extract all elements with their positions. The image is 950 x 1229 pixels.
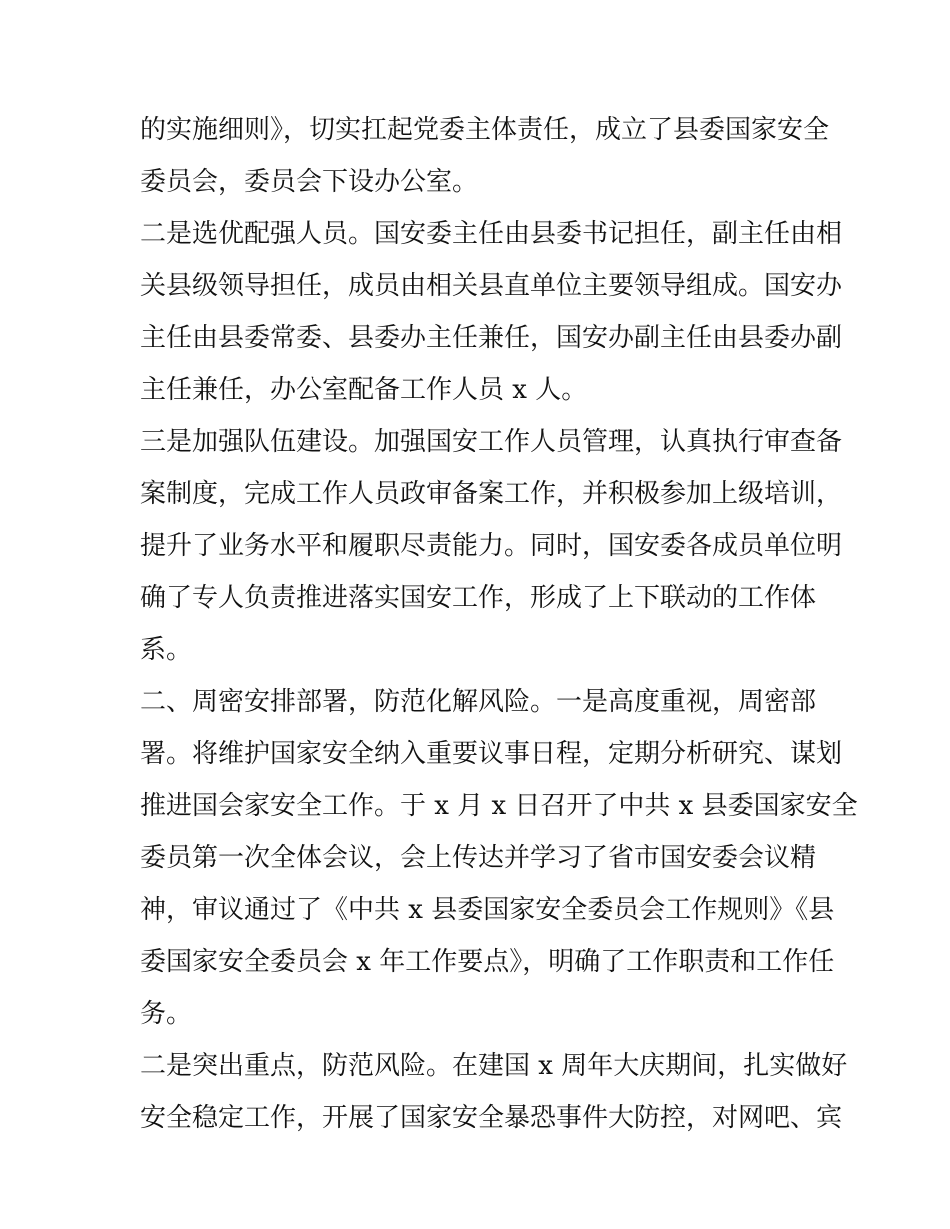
text-line: 提升了业务水平和履职尽责能力。同时，国安委各成员单位明: [140, 531, 843, 561]
text-line: 案制度，完成工作人员政审备案工作，并积极参加上级培训，: [140, 479, 843, 509]
text-line: 主任兼任，办公室配备工作人员 x 人。: [140, 375, 588, 405]
text-line: 署。将维护国家安全纳入重要议事日程，定期分析研究、谋划: [140, 739, 843, 769]
document-body: [140, 104, 858, 1144]
paragraph-3: [140, 416, 843, 676]
text-line: 委国家安全委员会 x 年工作要点》，明确了工作职责和工作任: [140, 947, 835, 977]
text-line: 确了专人负责推进落实国安工作，形成了上下联动的工作体: [140, 583, 817, 613]
text-line: 的实施细则》，切实扛起党委主体责任，成立了县委国家安全: [140, 115, 830, 145]
text-line: 委员第一次全体会议，会上传达并学习了省市国安委会议精: [140, 843, 817, 873]
text-line: 委员会，委员会下设办公室。: [140, 167, 479, 197]
text-line: 二是突出重点，防范风险。在建国 x 周年大庆期间，扎实做好: [140, 1051, 848, 1081]
text-line: 三是加强队伍建设。加强国安工作人员管理，认真执行审查备: [140, 427, 843, 457]
text-line: 推进国会家安全工作。于 x 月 x 日召开了中共 x 县委国家安全: [140, 791, 858, 821]
paragraph-5: [140, 1040, 848, 1144]
paragraph-2: [140, 208, 843, 416]
text-line: 系。: [140, 635, 193, 665]
text-line: 二、周密安排部署，防范化解风险。一是高度重视，周密部: [140, 687, 817, 717]
paragraph-1: [140, 104, 830, 208]
text-line: 二是选优配强人员。国安委主任由县委书记担任，副主任由相: [140, 219, 843, 249]
text-line: 安全稳定工作，开展了国家安全暴恐事件大防控，对网吧、宾: [140, 1103, 843, 1133]
text-line: 关县级领导担任，成员由相关县直单位主要领导组成。国安办: [140, 271, 843, 301]
text-line: 务。: [140, 999, 193, 1029]
text-line: 主任由县委常委、县委办主任兼任，国安办副主任由县委办副: [140, 323, 843, 353]
text-line: 神，审议通过了《中共 x 县委国家安全委员会工作规则》《县: [140, 895, 835, 925]
paragraph-4: [140, 676, 858, 1040]
